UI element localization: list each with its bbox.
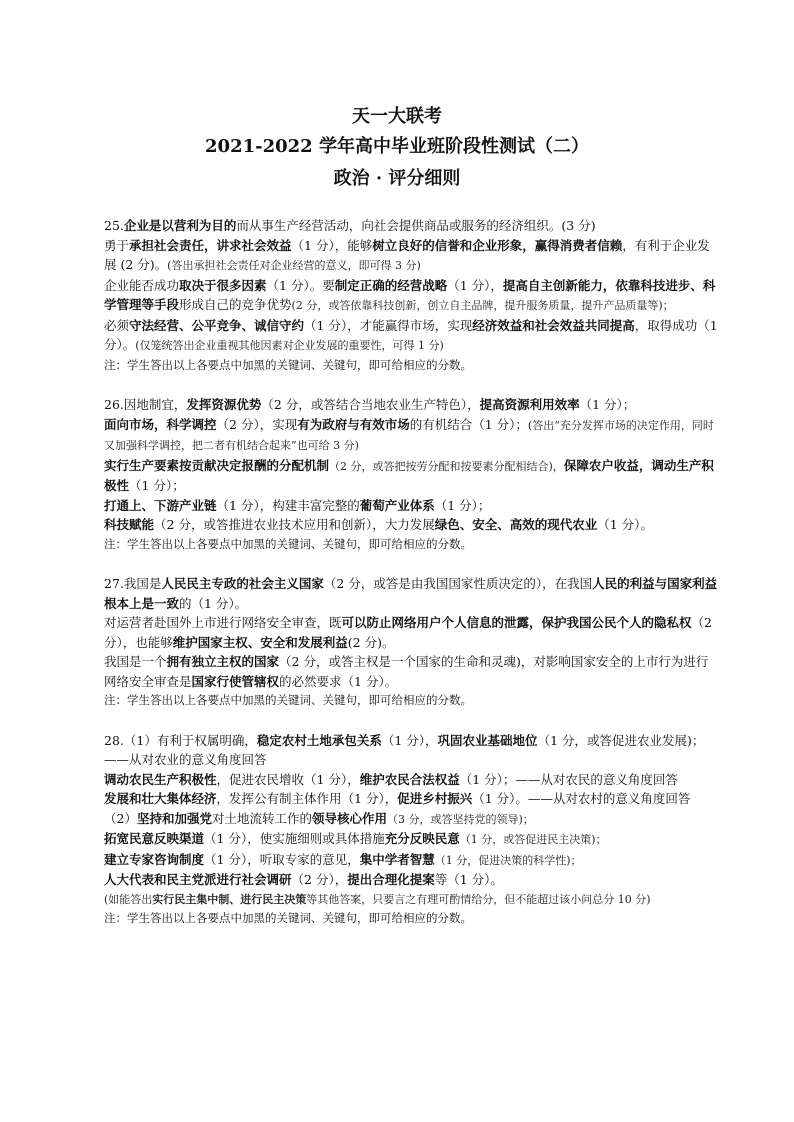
q27-note: 注：学生答出以上各要点中加黑的关键词、关键句，即可给相应的分数。 xyxy=(104,693,472,707)
exam-org-title: 天一大联考 xyxy=(352,106,442,127)
q28-para-2: 调动农民生产积极性，促进农民增收（1 分），维护农民合法权益（1 分）；——从对农民的意义角度回答 xyxy=(104,771,678,787)
q27-para-1: 27.我国是人民民主专政的社会主义国家（2 分，或答是由我国国家性质决定的），在我国人民的利益与国家利益根本上是一致的（1 分）。 xyxy=(104,576,718,611)
q28-para-5: 拓宽民意反映渠道（1 分），使实施细则或具体措施充分反映民意（1 分，或答促进民主决策)； xyxy=(104,831,607,846)
q28-para-8: (如能答出实行民主集中制、进行民主决策等其他答案，只要言之有理可酌情给分，但不能超过该小问总分 10 分) xyxy=(104,892,651,906)
q26-para-1: 26.因地制宜，发挥资源优势（2 分，或答结合当地农业生产特色），提高资源利用效率（1 分）； xyxy=(104,397,636,412)
question-27 xyxy=(104,574,720,711)
q25-para-4: 必须守法经营、公平竞争、诚信守约（1 分），才能赢得市场，实现经济效益和社会效益共同提高，取得成功（1 分）。(仅笼统答出企业重视其他因素对企业发展的重要性，可得 1 分) xyxy=(104,317,718,352)
exam-name-title: 2021-2022 学年高中毕业班阶段性测试（二） xyxy=(205,136,589,157)
q28-para-6: 建立专家咨询制度（1 分），听取专家的意见，集中学者智慧（1 分，促进决策的科学性)； xyxy=(104,851,582,867)
q27-para-2: 对运营者赴国外上市进行网络安全审查，既可以防止网络用户个人信息的泄露，保护我国公民个人的隐私权（2 分），也能够维护国家主权、安全和发展利益(2 分)。 xyxy=(104,615,712,650)
q28-para-4: （2）坚持和加强党对土地流转工作的领导核心作用（3 分，或答坚持党的领导)； xyxy=(104,810,534,826)
q26-para-5: 科技赋能（2 分，或答推进农业技术应用和创新），大力发展绿色、安全、高效的现代农业（1 分）。 xyxy=(104,517,653,532)
q25-note: 注：学生答出以上各要点中加黑的关键词、关键句，即可给相应的分数。 xyxy=(104,357,472,372)
question-26 xyxy=(104,395,720,554)
answer-content xyxy=(104,216,720,929)
q28-para-7: 人大代表和民主党派进行社会调研（2 分），提出合理化提案等（1 分）。 xyxy=(104,872,503,887)
q27-para-3: 我国是一个拥有独立主权的国家（2 分，或答主权是一个国家的生命和灵魂)，对影响国家安全的上市行为进行网络安全审查是国家行使管辖权的必然要求（1 分）。 xyxy=(104,654,709,689)
q26-para-4: 打通上、下游产业链（1 分），构建丰富完整的葡萄产业体系（1 分）； xyxy=(104,497,491,513)
question-25 xyxy=(104,216,720,375)
q26-para-2: 面向市场，科学调控（2 分），实现有为政府与有效市场的有机结合（1 分）；(答出“充分发挥市场的决定作用，同时又加强科学调控，把二者有机结合起来”也可给 3 分) xyxy=(104,416,714,452)
q28-note: 注：学生答出以上各要点中加黑的关键词、关键句，即可给相应的分数。 xyxy=(104,911,472,925)
question-28 xyxy=(104,731,720,929)
q25-para-1: 25.企业是以营利为目的而从事生产经营活动，向社会提供商品或服务的经济组织。(3 分) xyxy=(104,218,596,233)
q26-note: 注：学生答出以上各要点中加黑的关键词、关键句，即可给相应的分数。 xyxy=(104,536,472,551)
q25-para-3: 企业能否成功取决于很多因素（1 分）。要制定正确的经营战略（1 分），提高自主创新能力，依靠科技进步、科学管理等手段形成自己的竞争优势(2 分，或答依靠科技创新，创立自主品牌，提升服务质量，提升产品质量等)； xyxy=(104,277,716,312)
q28-para-1: 28.（1）有利于权属明确，稳定农村土地承包关系（1 分），巩固农业基础地位（1 分，或答促进农业发展)；——从对农业的意义角度回答 xyxy=(104,732,705,767)
q26-para-3: 实行生产要素按贡献决定报酬的分配机制（2 分，或答把按劳分配和按要素分配相结合)，保障农户收益，调动生产积极性（1 分）； xyxy=(104,457,714,493)
subject-title: 政治 · 评分细则 xyxy=(333,168,461,189)
q25-para-2: 勇于承担社会责任，讲求社会效益（1 分），能够树立良好的信誉和企业形象，赢得消费者信赖，有利于企业发展 (2 分)。(答出承担社会责任对企业经营的意义，即可得 3 分) xyxy=(104,237,710,272)
q28-para-3: 发展和壮大集体经济，发挥公有制主体作用（1 分），促进乡村振兴（1 分）。——从对农村的意义角度回答 xyxy=(104,791,691,806)
